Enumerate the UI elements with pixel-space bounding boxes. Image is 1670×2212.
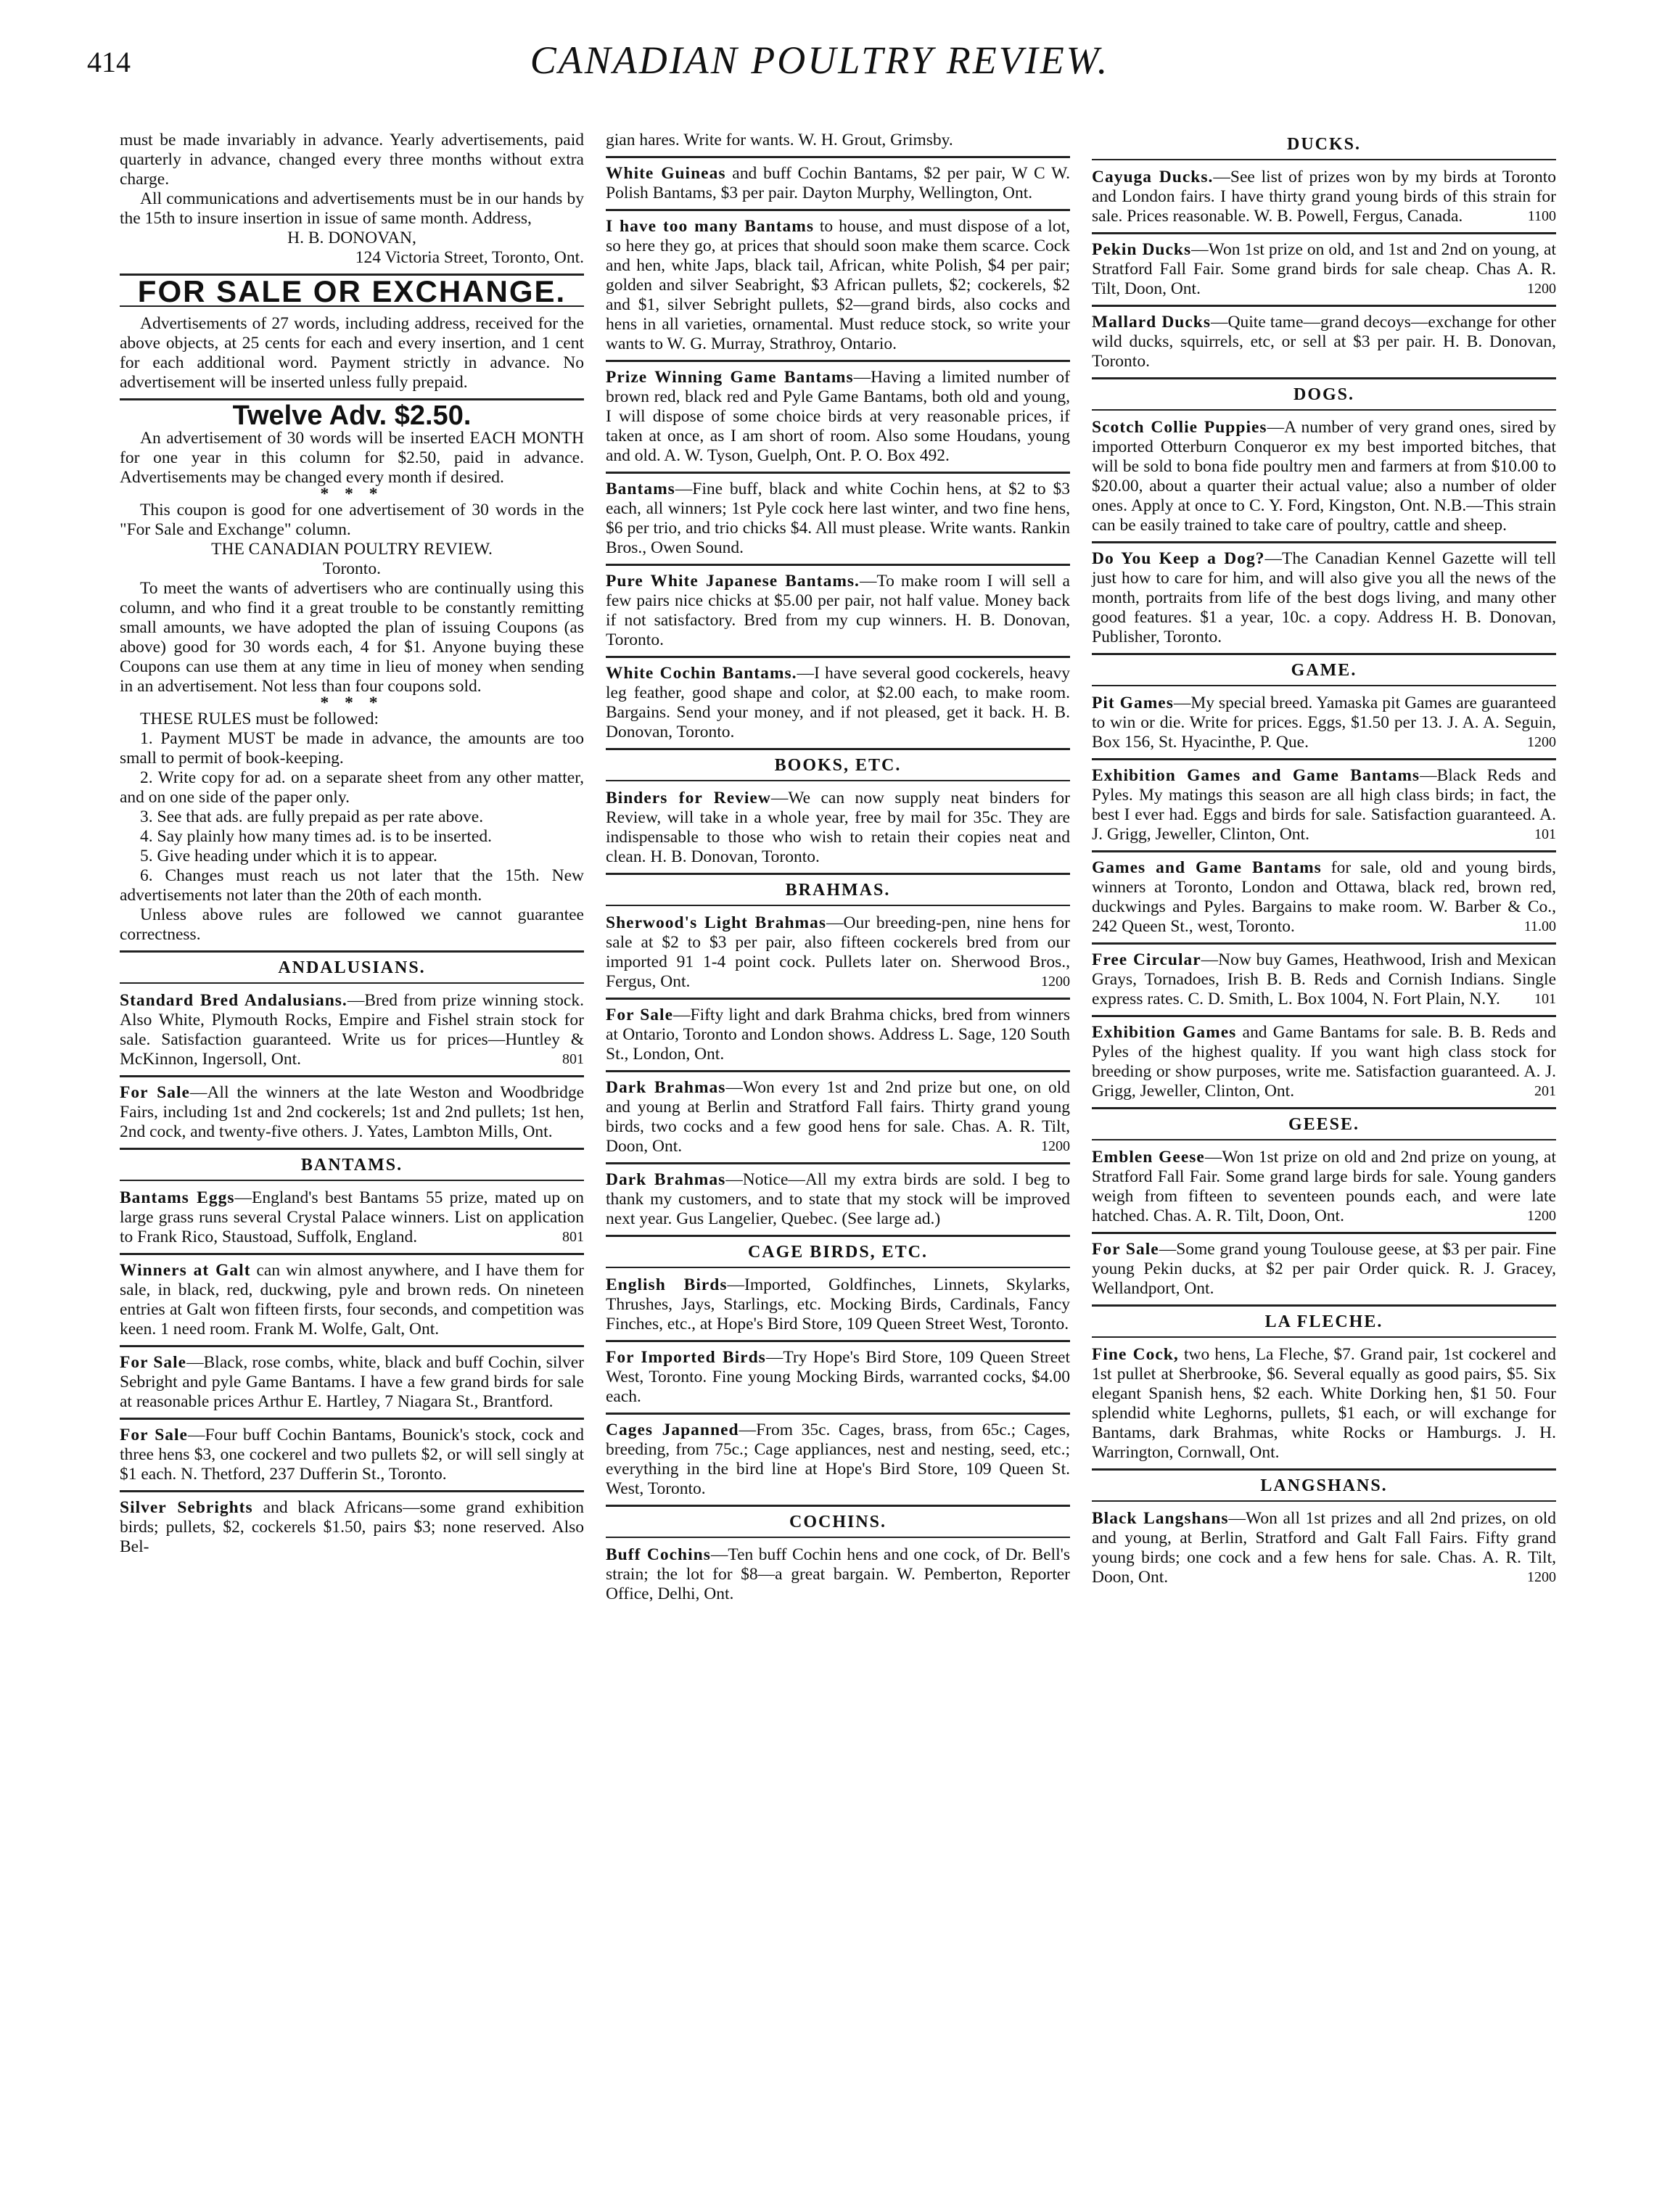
divider bbox=[1092, 653, 1556, 655]
ad-title: Binders for Review bbox=[606, 789, 771, 807]
ad-body: —Fifty light and dark Brahma chicks, bred from winners at Ontario, Toronto and London shows. Address L. Sage, 120 South St., London, Ont. bbox=[606, 1006, 1070, 1064]
divider bbox=[606, 1235, 1070, 1237]
classified-ad-continued bbox=[606, 131, 1070, 150]
section-heading: BRAHMAS. bbox=[785, 881, 891, 900]
classified-ad bbox=[120, 1426, 584, 1484]
classified-ad bbox=[606, 664, 1070, 742]
ad-title: Pekin Ducks bbox=[1092, 240, 1192, 259]
classified-ad bbox=[120, 1353, 584, 1412]
ad-body: —Ten buff Cochin hens and one cock, of Dr. Bell's strain; the lot for $8—a great bargain. W. Pemberton, Reporter Office, Delhi, Ont. bbox=[606, 1545, 1070, 1603]
ad-body: —We can now supply neat binders for Review, will take in a whole year, free by mail for 35c. They are indispensable to those who wish to retain their copies neat and clean. H. B. Donovan, Toronto. bbox=[606, 789, 1070, 866]
classified-ad bbox=[1092, 1240, 1556, 1299]
ad-title: For Sale bbox=[606, 1006, 673, 1024]
ad-body: —Try Hope's Bird Store, 109 Queen Street West, Toronto. Fine young Mocking Birds, warranted cocks, $4.00 each. bbox=[606, 1348, 1070, 1406]
divider bbox=[1092, 409, 1556, 411]
ad-title: White Guineas bbox=[606, 164, 726, 183]
section-heading: GEESE. bbox=[1288, 1115, 1360, 1134]
classified-ad bbox=[1092, 1345, 1556, 1463]
ad-title: Bantams Eggs bbox=[120, 1188, 235, 1207]
classified-ad bbox=[606, 913, 1070, 992]
divider bbox=[120, 1148, 584, 1150]
ad-body: and buff Cochin Bantams, $2 per pair, W C W. Polish Bantams, $3 per pair. Dayton Murphy, Wellington, Ont. bbox=[606, 164, 1070, 202]
classified-ad bbox=[606, 1545, 1070, 1604]
divider bbox=[606, 156, 1070, 158]
classified-ad bbox=[606, 572, 1070, 650]
classified-ad bbox=[1092, 694, 1556, 752]
section-heading: COCHINS. bbox=[789, 1513, 887, 1531]
rules-list bbox=[120, 710, 584, 945]
classified-ad bbox=[1092, 950, 1556, 1009]
page-header bbox=[73, 38, 1567, 96]
rates-text: Advertisements of 27 words, including address, received for the above objects, at 25 cents for each and every insertion, and 1 cent for each additional word. Payment strictly in advance. No advertisement will be inserted unless fully prepaid. bbox=[120, 314, 584, 392]
ad-title: White Cochin Bantams. bbox=[606, 664, 797, 683]
column-1 bbox=[120, 131, 584, 1561]
ad-title: For Sale bbox=[120, 1426, 188, 1444]
divider bbox=[120, 1490, 584, 1492]
ad-code: 101 bbox=[1534, 826, 1556, 842]
ad-title: I have too many Bantams bbox=[606, 217, 814, 236]
rule-item: 5. Give heading under which it is to appear. bbox=[140, 847, 437, 866]
ad-title: Silver Sebrights bbox=[120, 1498, 253, 1517]
section-heading: DOGS. bbox=[1293, 385, 1354, 404]
ad-title: For Imported Birds bbox=[606, 1348, 766, 1367]
classified-ad bbox=[1092, 1023, 1556, 1101]
rule-item: 1. Payment MUST be made in advance, the amounts are too small to permit of book-keeping. bbox=[120, 729, 584, 768]
section-heading: DUCKS. bbox=[1286, 135, 1361, 154]
ad-title: For Sale bbox=[120, 1353, 187, 1372]
classified-ad bbox=[606, 1275, 1070, 1334]
ad-title: Sherwood's Light Brahmas bbox=[606, 913, 827, 932]
divider bbox=[1092, 305, 1556, 307]
ad-body: —Our breeding-pen, nine hens for sale at $2 to $3 per pair, also fifteen cockerels bred from our imported 91 1-4 point cock. Pullets later on. Sherwood Bros., Fergus, Ont. bbox=[606, 913, 1070, 991]
ad-body: —All the winners at the late Weston and Woodbridge Fairs, including 1st and 2nd cockerels; 1st and 2nd pullets; 1st hen, 2nd cock, and twenty-five others. J. Yates, Lambton Mills, Ont. bbox=[120, 1083, 585, 1141]
ad-body: —Bred from prize winning stock. Also White, Plymouth Rocks, Empire and Fishel strain stock for sale. Satisfaction guaranteed. Write us for prices—Huntley & McKinnon, Ingersoll, Ont. bbox=[120, 991, 584, 1069]
ad-code: 1200 bbox=[1527, 1569, 1556, 1585]
stars-divider: * * * bbox=[320, 485, 384, 503]
rule-item: 3. See that ads. are fully prepaid as per rate above. bbox=[140, 807, 484, 826]
divider bbox=[1092, 1500, 1556, 1502]
ad-body: —Imported, Goldfinches, Linnets, Skylarks, Thrushes, Jays, Starlings, etc. Mocking Birds, Cardinals, Fancy Finches, etc., at Hope's Bird Store, 109 Queen Street West, Toronto. bbox=[606, 1275, 1070, 1333]
divider bbox=[1092, 1468, 1556, 1471]
rules-intro: THESE RULES must be followed: bbox=[140, 710, 379, 728]
divider bbox=[606, 472, 1070, 474]
section-heading: CAGE BIRDS, ETC. bbox=[747, 1243, 929, 1262]
ad-title: Cayuga Ducks. bbox=[1092, 168, 1214, 186]
classified-ad bbox=[606, 480, 1070, 558]
divider bbox=[120, 982, 584, 984]
ad-title: Buff Cochins bbox=[606, 1545, 711, 1564]
communications-text: All communications and advertisements must be in our hands by the 15th to insure insertion in issue of same month. Address, bbox=[120, 189, 584, 228]
classified-ad bbox=[120, 1498, 584, 1557]
ad-title: Mallard Ducks bbox=[1092, 313, 1212, 332]
twelve-adv-heading: Twelve Adv. $2.50. bbox=[232, 400, 472, 431]
coupon-review: THE CANADIAN POULTRY REVIEW. bbox=[211, 540, 493, 559]
section-heading: GAME. bbox=[1291, 661, 1357, 680]
divider bbox=[606, 1537, 1070, 1538]
ad-body: to house, and must dispose of a lot, so here they go, at prices that should soon make them scarce. Cock and hen, white Japs, black tail, African, white Polish, $4 per pair; golden and silver Seabright, $3 African pullets, $2; cockerels, $2 and $1, silver Sebright pullets, $2—grand birds, also cocks and hens in all varieties, ornamental. Must reduce stock, so write your wants to W. G. Murray, Strathroy, Ontario. bbox=[606, 217, 1070, 353]
divider bbox=[606, 1162, 1070, 1164]
divider bbox=[606, 748, 1070, 750]
ad-body: and black Africans—some grand exhibition birds; pullets, $2, cockerels $1.50, pairs $3; none reserved. Also Bel- bbox=[120, 1498, 584, 1556]
classified-ad bbox=[606, 1420, 1070, 1499]
stars-divider: * * * bbox=[320, 694, 384, 712]
section-heading-for-sale: FOR SALE OR EXCHANGE. bbox=[137, 274, 567, 308]
ad-body: —Fine buff, black and white Cochin hens, at $2 to $3 each, all winners; 1st Pyle cock here last winter, and two fine hens, $6 per trio, and trio chicks $4. All must please. Write wants. Rankin Bros., Owen Sound. bbox=[606, 480, 1070, 557]
ad-code: 801 bbox=[562, 1051, 584, 1067]
classified-ad bbox=[120, 1083, 584, 1142]
ad-title: English Birds bbox=[606, 1275, 728, 1294]
section-heading: ANDALUSIANS. bbox=[278, 958, 426, 977]
divider bbox=[120, 1345, 584, 1347]
divider bbox=[1092, 1139, 1556, 1140]
terms-text: must be made invariably in advance. Yearly advertisements, paid quarterly in advance, changed every three months without extra charge. bbox=[120, 131, 584, 189]
classified-ad bbox=[1092, 1148, 1556, 1226]
divider bbox=[1092, 1107, 1556, 1109]
ad-title: Pure White Japanese Bantams. bbox=[606, 572, 860, 591]
ad-body: —Won 1st prize on old and 2nd prize on young, at Stratford Fall Fair. Some grand large birds for sale. Young ganders weigh from fifteen to seventeen pounds each, and were late hatched. Chas. A. R. Tilt, Doon, Ont. bbox=[1092, 1148, 1556, 1225]
ad-code: 1200 bbox=[1041, 974, 1070, 990]
ad-title: Games and Game Bantams bbox=[1092, 858, 1322, 877]
divider bbox=[606, 360, 1070, 362]
divider bbox=[1092, 1232, 1556, 1234]
ad-body: —Won 1st prize on old, and 1st and 2nd on young, at Stratford Fall Fair. Some grand birds for sale cheap. Chas A. R. Tilt, Doon, Ont. bbox=[1092, 240, 1556, 298]
classified-ad bbox=[606, 368, 1070, 466]
ad-body: two hens, La Fleche, $7. Grand pair, 1st cockerel and 1st pullet at Sherbrooke, $6. Several equally as good pairs, $5. Six elegant Spanish hens, $2 each. White Dorking hen, $1 50. Four splendid white Leghorns, pullets, $1 each, or will exchange for Bantams, dark Brahmas, white Rocks or Hamburgs. J. H. Warrington, Cornwall, Ont. bbox=[1092, 1345, 1556, 1462]
divider bbox=[1092, 159, 1556, 160]
column-3 bbox=[1092, 131, 1556, 1591]
ad-code: 11.00 bbox=[1523, 918, 1556, 934]
classified-ad bbox=[606, 164, 1070, 203]
ad-code: 1200 bbox=[1527, 281, 1556, 297]
divider bbox=[606, 1070, 1070, 1072]
classified-ad bbox=[1092, 168, 1556, 226]
classified-ad bbox=[1092, 240, 1556, 299]
ad-code: 101 bbox=[1534, 991, 1556, 1007]
ad-body: for sale, old and young birds, winners at Toronto, London and Ottawa, black red, brown red, duckwings and Pyles. Bargains to make room. W. Barber & Co., 242 Queen St., west, Toronto. bbox=[1092, 858, 1556, 936]
divider bbox=[606, 564, 1070, 566]
ad-title: Bantams bbox=[606, 480, 675, 498]
ad-title: Black Langshans bbox=[1092, 1509, 1229, 1528]
ad-body: —Four buff Cochin Bantams, Bounick's stock, cock and three hens $3, one cockerel and two pullets $2, or will sell singly at $1 each. N. Thetford, 237 Dufferin St., Toronto. bbox=[120, 1426, 585, 1484]
ad-title: Cages Japanned bbox=[606, 1420, 739, 1439]
ad-title: Free Circular bbox=[1092, 950, 1201, 969]
divider bbox=[1092, 541, 1556, 543]
ad-title: Fine Cock, bbox=[1092, 1345, 1179, 1364]
ad-code: 1200 bbox=[1527, 734, 1556, 750]
ad-body: —Some grand young Toulouse geese, at $3 per pair. Fine young Pekin ducks, at $2 per pair Order quick. R. J. Gracey, Wellandport, Ont. bbox=[1092, 1240, 1557, 1298]
divider bbox=[120, 1075, 584, 1077]
divider bbox=[1092, 685, 1556, 686]
classified-ad bbox=[1092, 549, 1556, 647]
classified-ad bbox=[1092, 858, 1556, 937]
ad-title: Standard Bred Andalusians. bbox=[120, 991, 347, 1010]
classified-ad bbox=[606, 1348, 1070, 1407]
ad-body: and Game Bantams for sale. B. B. Reds and Pyles of the highest quality. If you want high class stock for breeding or show purposes, write me. Satisfaction guaranteed. A. J. Grigg, Jeweller, Clinton, Ont. bbox=[1092, 1023, 1556, 1101]
ad-title: Scotch Collie Puppies bbox=[1092, 418, 1267, 437]
divider bbox=[606, 1505, 1070, 1507]
ad-title: Exhibition Games and Game Bantams bbox=[1092, 766, 1420, 785]
ad-body: —The Canadian Kennel Gazette will tell just how to care for him, and will also give you all the news of the month, portraits from life of the best dogs living, and many other good features. $1 a year, 10c. a copy. Address H. B. Donovan, Publisher, Toronto. bbox=[1092, 549, 1556, 646]
classified-ad bbox=[1092, 766, 1556, 844]
classified-ad bbox=[1092, 313, 1556, 371]
ad-body: —Black, rose combs, white, black and buff Cochin, silver Sebright and pyle Game Bantams. I have a few grand birds for sale at reasonable prices Arthur E. Hartley, 7 Niagara St., Brantford. bbox=[120, 1353, 585, 1411]
ad-body: —England's best Bantams 55 prize, mated up on large grass runs several Crystal Palace winners. List on application to Frank Rico, Staustoad, Suffolk, England. bbox=[120, 1188, 584, 1246]
classified-ad bbox=[606, 1170, 1070, 1229]
ad-body: can win almost anywhere, and I have them for sale, in black, red, duckwing, pyle and brown reds. On nineteen entries at Galt won fifteen firsts, four seconds, and competition was keen. 1 need room. Frank M. Wolfe, Galt, Ont. bbox=[120, 1261, 584, 1339]
ad-title: For Sale bbox=[1092, 1240, 1159, 1259]
classified-ad bbox=[1092, 1509, 1556, 1587]
divider bbox=[606, 905, 1070, 906]
divider bbox=[1092, 232, 1556, 234]
coupon-plan-text: To meet the wants of advertisers who are continually using this column, and who find it a great trouble to be constantly remitting small amounts, we have adopted the plan of issuing Coupons (as above) good for 30 words each, 4 for $1. Anyone buying these Coupons can use them at any time in lieu of money when sending in an advertisement. Not less than four coupons sold. bbox=[120, 579, 584, 696]
classified-ad bbox=[606, 789, 1070, 867]
divider bbox=[120, 950, 584, 953]
section-heading: LA FLECHE. bbox=[1264, 1312, 1383, 1331]
section-heading: BANTAMS. bbox=[300, 1156, 403, 1175]
ad-body: —From 35c. Cages, brass, from 65c.; Cages, breeding, from 75c.; Cage appliances, nest and nesting, seed, etc.; everything in the bird line at Hope's Bird Store, 109 Queen St. West, Toronto. bbox=[606, 1420, 1070, 1498]
running-title: CANADIAN POULTRY REVIEW. bbox=[530, 38, 1110, 82]
ad-title: Exhibition Games bbox=[1092, 1023, 1237, 1042]
ad-title: Dark Brahmas bbox=[606, 1078, 726, 1097]
divider bbox=[1092, 850, 1556, 852]
rule-item: 6. Changes must reach us not later that the 15th. New advertisements not later than the 20th of each month. bbox=[120, 866, 584, 905]
ad-title: Emblen Geese bbox=[1092, 1148, 1205, 1167]
ad-body: —Now buy Games, Heathwood, Irish and Mexican Grays, Tornadoes, Irish B. B. Reds and Cornish Indians. Single express rates. C. D. Smith, L. Box 1004, N. Fort Plain, N.Y. bbox=[1092, 950, 1556, 1008]
classified-ad bbox=[606, 1006, 1070, 1064]
ad-body: —Black Reds and Pyles. My matings this season are all high class birds; in fact, the best I ever had. Eggs and birds for sale. Satisfaction guaranteed. A. J. Grigg, Jeweller, Clinton, Ont. bbox=[1092, 766, 1556, 844]
divider bbox=[606, 780, 1070, 781]
publisher-address: 124 Victoria Street, Toronto, Ont. bbox=[355, 248, 584, 267]
divider bbox=[606, 1267, 1070, 1268]
rule-item: Unless above rules are followed we cannot guarantee correctness. bbox=[120, 905, 584, 944]
classified-ad bbox=[120, 1261, 584, 1339]
divider bbox=[120, 1253, 584, 1255]
column-2 bbox=[606, 131, 1070, 1608]
section-heading: BOOKS, ETC. bbox=[774, 756, 902, 775]
divider bbox=[1092, 942, 1556, 945]
classified-ad bbox=[606, 217, 1070, 354]
divider bbox=[120, 1418, 584, 1420]
classified-ad bbox=[120, 1188, 584, 1247]
page-number: 414 bbox=[87, 46, 131, 78]
ad-body: —Notice—All my extra birds are sold. I beg to thank my customers, and to state that my stock will be improved next year. Gus Langelier, Quebec. (See large ad.) bbox=[606, 1170, 1070, 1228]
ad-title: Winners at Galt bbox=[120, 1261, 251, 1280]
ad-title: Do You Keep a Dog? bbox=[1092, 549, 1265, 568]
divider bbox=[1092, 1336, 1556, 1338]
coupon-text: This coupon is good for one advertisement of 30 words in the "For Sale and Exchange" column. bbox=[120, 501, 584, 539]
ad-body: —Won all 1st prizes and all 2nd prizes, on old and young, at Berlin, Stratford and Galt Fall Fairs. Fifty grand young birds; one cock and a few hens for sale. Chas. A. R. Tilt, Doon, Ont. bbox=[1092, 1509, 1556, 1587]
divider bbox=[1092, 758, 1556, 760]
ad-body: gian hares. Write for wants. W. H. Grout, Grimsby. bbox=[606, 131, 953, 149]
ad-body: —My special breed. Yamaska pit Games are guaranteed to win or die. Write for prices. Eggs, $1.50 per 13. J. A. A. Seguin, Box 156, St. Hyacinthe, P. Que. bbox=[1092, 694, 1556, 752]
ad-body: —A number of very grand ones, sired by imported Otterburn Conqueror ex my best imported bitches, that will be sold to bona fide poultry men and farmers at from $10.00 to $20.00, about a quarter their actual value; also a number of older ones. Apply at once to C. Y. Ford, Kingston, Ont. N.B.—This strain can be easily trained to take care of poultry, cattle and sheep. bbox=[1092, 418, 1556, 535]
divider bbox=[1092, 1304, 1556, 1307]
divider bbox=[1092, 377, 1556, 379]
coupon-toronto: Toronto. bbox=[323, 559, 381, 578]
divider bbox=[606, 998, 1070, 1000]
ad-title: Dark Brahmas bbox=[606, 1170, 726, 1189]
ad-body: —See list of prizes won by my birds at Toronto and London fairs. I have thirty grand young birds of this strain for sale. Prices reasonable. W. B. Powell, Fergus, Canada. bbox=[1092, 168, 1557, 226]
divider bbox=[606, 1413, 1070, 1415]
ad-body: —Quite tame—grand decoys—exchange for other wild ducks, squirrels, etc, or sell at $3 per pair. H. B. Donovan, Toronto. bbox=[1092, 313, 1556, 371]
ad-body: —Won every 1st and 2nd prize but one, on old and young at Berlin and Stratford Fall fairs. Thirty grand young birds, two cocks and a few good hens for sale. Chas. A. R. Tilt, Doon, Ont. bbox=[606, 1078, 1070, 1156]
ad-code: 1200 bbox=[1041, 1138, 1070, 1154]
publisher-name: H. B. DONOVAN, bbox=[287, 229, 416, 247]
divider bbox=[606, 873, 1070, 875]
ad-code: 801 bbox=[562, 1229, 584, 1245]
twelve-adv-text: An advertisement of 30 words will be inserted EACH MONTH for one year in this column for $2.50, paid in advance. Advertisements may be changed every month if desired. bbox=[120, 429, 584, 487]
rule-item: 4. Say plainly how many times ad. is to be inserted. bbox=[140, 827, 492, 846]
section-heading: LANGSHANS. bbox=[1260, 1476, 1388, 1495]
classified-ad bbox=[120, 991, 584, 1069]
classified-ad bbox=[1092, 418, 1556, 535]
ad-body: —Having a limited number of brown red, black red and Pyle Game Bantams, both old and young, I will dispose of some choice birds at very reasonable prices, if taken at once, as I am short of room. Also some Houdans, young and old. A. W. Tyson, Guelph, Ont. P. O. Box 492. bbox=[606, 368, 1070, 465]
ad-code: 1100 bbox=[1527, 208, 1556, 224]
ad-title: Prize Winning Game Bantams bbox=[606, 368, 854, 387]
ad-title: For Sale bbox=[120, 1083, 190, 1102]
ad-code: 201 bbox=[1534, 1083, 1556, 1099]
divider bbox=[1092, 1015, 1556, 1017]
rule-item: 2. Write copy for ad. on a separate sheet from any other matter, and on one side of the paper only. bbox=[120, 768, 584, 807]
classified-ad bbox=[606, 1078, 1070, 1156]
ad-code: 1200 bbox=[1527, 1208, 1556, 1224]
divider bbox=[606, 209, 1070, 211]
divider bbox=[606, 1340, 1070, 1342]
ad-title: Pit Games bbox=[1092, 694, 1174, 712]
ad-body: —To make room I will sell a few pairs nice chicks at $5.00 per pair, not half value. Money back if not satisfactory. Bred from my cup winners. H. B. Donovan, Toronto. bbox=[606, 572, 1070, 649]
ad-body: —I have several good cockerels, heavy leg feather, good shape and color, at $2.00 each, to make room. Bargains. Send your money, and if not pleased, get it back. H. B. Donovan, Toronto. bbox=[606, 664, 1071, 741]
divider bbox=[606, 656, 1070, 658]
divider bbox=[120, 1180, 584, 1181]
